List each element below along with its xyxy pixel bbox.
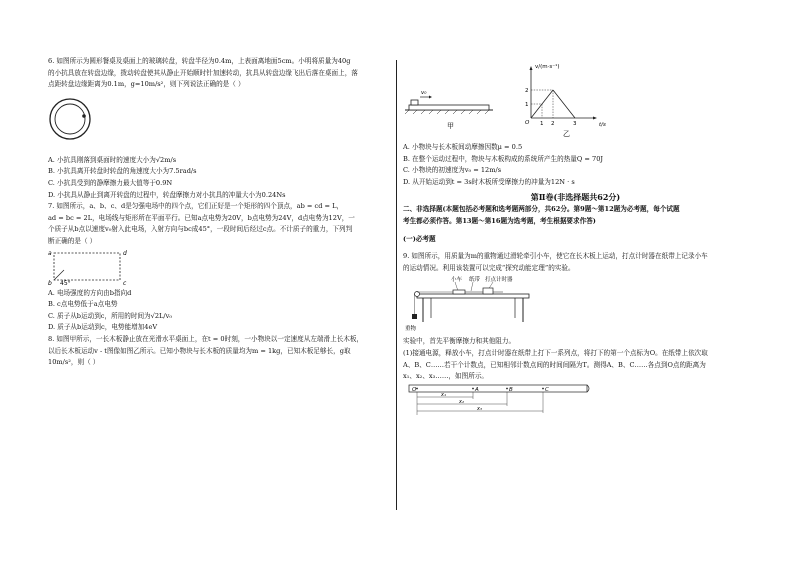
section-intro-line-2: 考生都必须作答。第13题～第16题为选考题，考生根据要求作答): [403, 216, 596, 225]
q7-rectangle-figure: [48, 248, 138, 288]
q9-after-line-1: 实验中，首先平衡摩擦力和其他阻力。: [403, 337, 516, 346]
q7-option-d: D. 质子从b运动到c，电势能增加4eV: [48, 323, 158, 332]
question-8: [48, 334, 388, 369]
q9-line-2: 的运动情况。利用该装置可以完成“探究动能定理”的实验。: [403, 263, 575, 272]
svg-text:O: O: [525, 120, 530, 126]
question-7: [48, 201, 388, 334]
q7-line-4: 断正确的是（ ）: [48, 236, 97, 245]
label-yi: 乙: [563, 130, 570, 138]
q6-turntable-figure: [48, 91, 108, 149]
section-intro-line-1: 二、非选择题(本题包括必考题和选考题两部分，共62分。第9题～第12题为必考题，每个试题: [403, 205, 680, 214]
q7-line-2: ad = bc = 2L，电场线与矩形所在平面平行。已知a点电势为20V，b点电势为24V，d点电势为12V，一: [48, 213, 355, 222]
label-angle: 45°: [60, 279, 71, 287]
field-rectangle: [54, 253, 120, 280]
cart: [453, 290, 465, 294]
question-6: [48, 56, 388, 201]
svg-text:1: 1: [540, 121, 544, 127]
q6-option-b: B. 小抗具离开转盘时转盘的角速度大小为7.5rad/s: [48, 167, 197, 176]
svg-text:x₁: x₁: [441, 391, 446, 398]
toy-on-edge: [82, 114, 86, 118]
svg-text:1: 1: [525, 102, 529, 108]
svg-text:3: 3: [573, 121, 577, 127]
turntable-outer-circle: [50, 99, 90, 139]
svg-text:纸带: 纸带: [469, 277, 481, 284]
q8-figures: [403, 56, 748, 142]
q9-line-1: 9. 如图所示，用质量为m的重物通过滑轮牵引小车，使它在长木板上运动，打点计时器在纸带上记录小车: [403, 252, 708, 261]
q9-tape-figure: [403, 383, 603, 417]
q6-line-3: 点距转盘边缘距离为0.1m，g=10m/s²，则下列说法正确的是（ ）: [48, 80, 245, 89]
figure-yi-vt-graph: [525, 63, 606, 138]
svg-text:v/(m·s⁻¹): v/(m·s⁻¹): [535, 64, 560, 70]
svg-text:2: 2: [525, 88, 529, 94]
svg-text:B: B: [509, 386, 513, 393]
svg-text:C: C: [545, 386, 549, 393]
q8-line-1: 8. 如图甲所示，一长木板静止放在光滑水平桌面上，在t = 0时刻，一小物块以一定速度从左端滑上长木板，: [48, 334, 364, 343]
q7-option-a: A. 电场强度的方向由b指向d: [48, 288, 132, 297]
required-questions-title: (一)必考题: [403, 234, 436, 243]
svg-text:v₀: v₀: [421, 90, 427, 96]
q9-apparatus-figure: [403, 274, 543, 336]
table-top: [417, 294, 529, 298]
q8-option-a: A. 小物块与长木板间动摩擦因数μ = 0.5: [403, 143, 523, 151]
long-board: [409, 105, 489, 110]
weight: [412, 314, 417, 319]
label-b: b: [48, 279, 52, 287]
q9-after-line-2: (1)接通电源，释放小车，打点计时器在纸带上打下一系列点，将打下的第一个点标为O。在纸带上依次取: [403, 348, 708, 357]
q7-option-b: B. c点电势低于a点电势: [48, 300, 118, 309]
label-d: d: [123, 249, 127, 257]
q8-line-3: 10m/s²，则（ ）: [48, 358, 100, 367]
small-block: [411, 100, 418, 105]
q8-option-c: C. 小物块的初速度为v₀ = 12m/s: [403, 166, 502, 175]
section-2-title: 第Ⅱ卷(非选择题共62分): [530, 192, 621, 203]
pulley: [415, 292, 420, 297]
turntable-inner-circle: [55, 104, 85, 134]
timer: [483, 288, 493, 294]
label-c: c: [123, 279, 127, 287]
label-jia: 甲: [447, 122, 454, 130]
svg-text:重物: 重物: [405, 326, 417, 333]
svg-text:2: 2: [551, 121, 555, 127]
tape-strip: [409, 385, 587, 392]
column-divider: [396, 60, 397, 510]
q7-option-c: C. 质子从b运动到c，所用的时间为√2L/v₀: [48, 311, 172, 320]
q9-after-line-3: A、B、C……若干个计数点，已知相邻计数点间的时间间隔为T。测得A、B、C……各点到O点的距离为: [403, 360, 706, 369]
question-9: [403, 251, 748, 417]
q6-option-c: C. 小抗具受到的静摩擦力最大值等于0.9N: [48, 178, 173, 187]
right-column: [403, 56, 748, 417]
svg-text:A: A: [475, 386, 479, 393]
figure-jia: [405, 90, 493, 130]
graph-fall: [553, 90, 575, 118]
q7-line-3: 个质子从b点以速度v₀射入此电场，入射方向与bc成45°，一段时间后经过c点。不计质子的重力，下列判: [48, 225, 353, 234]
q6-line-2: 的小抗具放在转盘边缘，拨动转盘使其从静止开始顺时针加速转动，抗具从转盘边缘飞出后落在桌面上，落: [48, 68, 358, 77]
proton-path: [54, 270, 64, 280]
q8-option-b: B. 在整个运动过程中，物块与木板构成的系统所产生的热量Q = 70J: [403, 154, 604, 163]
svg-text:打点计时器: 打点计时器: [485, 277, 513, 284]
q8-option-d: D. 从开始运动到t = 3s时木板所受摩擦力的冲量为12N · s: [403, 177, 575, 186]
label-a: a: [48, 249, 52, 257]
svg-text:x₃: x₃: [477, 405, 482, 412]
svg-text:x₂: x₂: [459, 398, 464, 405]
q6-option-d: D. 小抗具从静止到离开转盘的过程中，转盘摩擦力对小抗具的冲量大小为0.24Ns: [48, 190, 286, 199]
q8-line-2: 以后长木板运动v - t图像如图乙所示。已知小物块与长木板的质量均为m = 1kg，已知木板足够长，g取: [48, 346, 351, 355]
q7-line-1: 7. 如图所示，a、b、c、d是匀强电场中的四个点，它们正好是一个矩形的四个顶点，ab = cd = L，: [48, 202, 344, 211]
svg-text:O: O: [412, 386, 417, 393]
left-column: [48, 56, 388, 369]
q9-after-line-4: x₁、x₂、x₃……，如图所示。: [403, 372, 489, 381]
svg-text:t/s: t/s: [599, 122, 606, 128]
q6-line-1: 6. 如图所示为圆形餐桌及桌面上的玻璃转盘，转盘半径为0.4m，上表面离地面5cm。小明将质量为40g: [48, 57, 351, 65]
svg-text:小车: 小车: [451, 277, 463, 284]
q6-option-a: A. 小抗具刚落到桌面时的速度大小为√2m/s: [48, 155, 177, 164]
